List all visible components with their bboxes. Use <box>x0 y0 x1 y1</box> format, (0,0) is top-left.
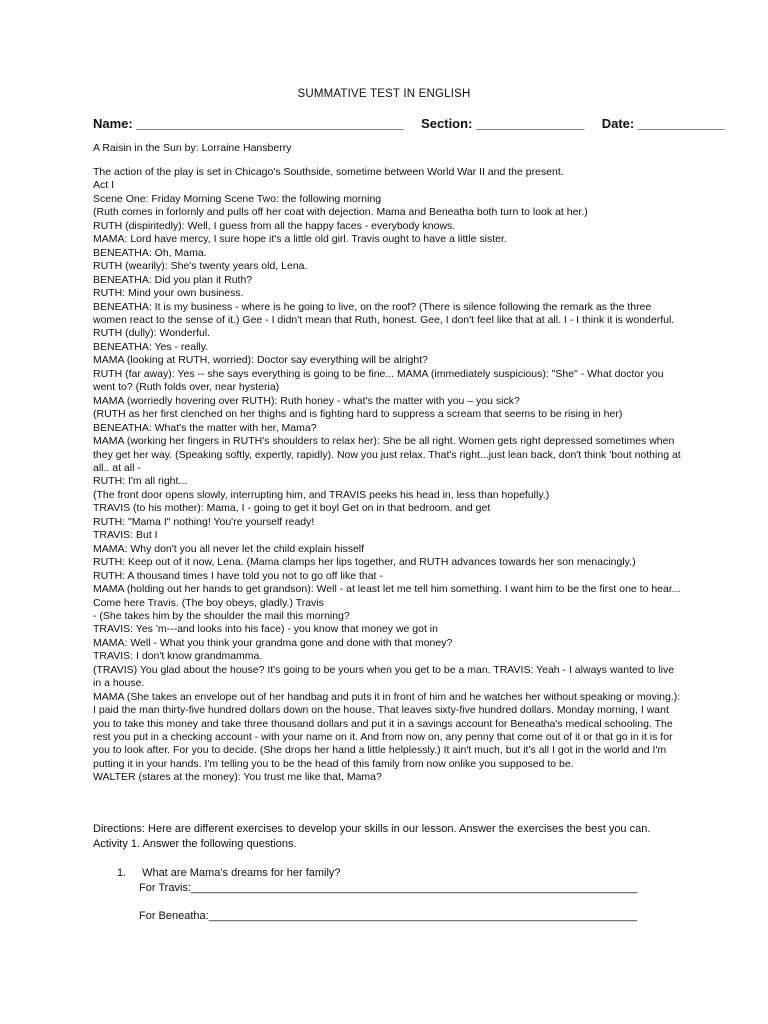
excerpt-line: BENEATHA: Yes - really. <box>93 340 209 353</box>
excerpt-line: - (She takes him by the shoulder the mail this morning? <box>93 609 350 622</box>
excerpt-line: (The front door opens slowly, interrupting him, and TRAVIS peeks his head in, less than hopefully.) <box>93 488 550 501</box>
excerpt-line: MAMA: Well - What you think your grandma gone and done with that money? <box>93 636 453 649</box>
excerpt-line: RUTH: "Mama I" nothing! You're yourself ready! <box>93 515 315 528</box>
excerpt-line: (RUTH as her first clenched on her thighs and is fighting hard to suppress a scream that seems to be rising in her) <box>93 408 623 421</box>
student-info-header <box>93 116 725 131</box>
excerpt-line: WALTER (stares at the money): You trust me like that, Mama? <box>93 771 382 784</box>
answer-line-travis[interactable]: For Travis:_________________________________________________________________________ <box>139 881 638 894</box>
excerpt-line: BENEATHA: Oh, Mama. <box>93 246 207 259</box>
excerpt-line: MAMA (looking at RUTH, worried): Doctor say everything will be alright? <box>93 354 428 367</box>
excerpt-line: MAMA (working her fingers in RUTH's shoulders to relax her): She be all right. Women gets right depressed sometimes when they get her way. (Speaking softly, expertly, rapidly). Now you just relax. That's right...just lean back, don't think 'bout nothing at all.. at all - <box>93 435 681 474</box>
excerpt-line: RUTH: Keep out of it now, Lena. (Mama clamps her lips together, and RUTH advances towards her son menacingly.) <box>93 556 636 569</box>
excerpt-line: MAMA (worriedly hovering over RUTH): Ruth honey - what's the matter with you – you sick? <box>93 394 520 407</box>
excerpt-line: MAMA (holding out her hands to get grandson): Well - at least let me tell him something. I want him to be the first one to hear... Come here Travis. (The boy obeys, gladly.) Travis <box>93 583 681 609</box>
excerpt-line: MAMA: Lord have mercy, I sure hope it's a little old girl. Travis ought to have a little sister. <box>93 233 507 246</box>
excerpt-line: TRAVIS (to his mother): Mama, I - going to get it boyl Get on in that bedroom. and get <box>93 502 491 515</box>
directions-block <box>93 822 693 851</box>
name-field-label: Name: _____________________________________ <box>93 116 404 131</box>
question-text: What are Mama’s dreams for her family? <box>142 867 341 879</box>
question-1 <box>117 866 697 924</box>
excerpt-line: (Ruth comes in forlornly and pulls off her coat with dejection. Mama and Beneatha both turn to look at her.) <box>93 206 588 219</box>
excerpt-line: RUTH: A thousand times I have told you not to go off like that - <box>93 569 383 582</box>
excerpt-line: MAMA (She takes an envelope out of her handbag and puts it in front of him and he watches her without speaking or moving.): I paid the man thirty-five hundred dollars down on the house. That leaves sixty-five hundred dollars. Monday morning, I want you to take this money and take three thousand dollars and put it in a savings account for Beneatha's medical schooling. The rest you put in a checking account - with your name on it. And from now on, any penny that come out of it or that go in it is for you to look after. For you to decide. (She drops her hand a little helplessly.) It ain't much, but it's all I got in the world and I'm putting it in your hands. I'm telling you to be the head of this family from now onlike you supposed to be. <box>93 690 681 770</box>
excerpt-line: The action of the play is set in Chicago's Southside, sometime between World War II and the present. <box>93 166 564 178</box>
excerpt-line: RUTH (dispiritedly): Well, I guess from all the happy faces - everybody knows. <box>93 219 456 232</box>
excerpt-line: (TRAVIS) You glad about the house? It's going to be yours when you get to be a man. TRAVIS: Yeah - I always wanted to live in a house. <box>93 663 675 690</box>
excerpt-line: Scene One: Friday Morning Scene Two: the following morning <box>93 192 382 205</box>
question-1-prompt <box>117 866 697 881</box>
activity-heading: Activity 1. Answer the following questions. <box>93 837 297 850</box>
excerpt-line: RUTH (far away): Yes -- she says everything is going to be fine... MAMA (immediately suspicious): "She" - What doctor you went to? (Ruth folds over, near hysteria) <box>93 367 664 394</box>
excerpt-line: RUTH (wearily): She's twenty years old, Lena. <box>93 260 308 273</box>
question-number: 1. <box>117 867 127 879</box>
excerpt-line: BENEATHA: Did you plan it Ruth? <box>93 273 253 286</box>
work-reference: A Raisin in the Sun by: Lorraine Hansberry <box>93 142 292 154</box>
excerpt-line: RUTH (dully): Wonderful. <box>93 327 211 340</box>
excerpt-line: TRAVIS: I don't know grandmamma. <box>93 650 263 663</box>
excerpt-line: BENEATHA: It is my business - where is he going to live, on the roof? (There is silence following the remark as the three women react to the sense of it.) Gee - I didn't mean that Ruth, honest. Gee, I don't feel like that at all. I - I think it is wonderful. <box>93 300 675 326</box>
excerpt-line: BENEATHA: What's the matter with her, Mama? <box>93 421 317 434</box>
excerpt-line: TRAVIS: Yes 'm---and looks into his face) - you know that money we got in <box>93 623 438 636</box>
page-title: SUMMATIVE TEST IN ENGLISH <box>297 88 471 100</box>
excerpt-line: RUTH: Mind your own business. <box>93 287 244 300</box>
date-field-label: Date: ____________ <box>601 116 725 131</box>
excerpt-line: MAMA: Why don't you all never let the child explain hisself <box>93 542 365 555</box>
excerpt-line: TRAVIS: But I <box>93 529 158 542</box>
answer-line-beneatha[interactable]: For Beneatha:______________________________________________________________________ <box>139 910 637 922</box>
excerpt-line: Act I <box>93 179 115 192</box>
section-field-label: Section: _______________ <box>421 116 585 131</box>
excerpt-line: RUTH: I'm all right... <box>93 475 188 488</box>
directions-text: Directions: Here are different exercises to develop your skills in our lesson. Answer the exercises the best you can. <box>93 823 651 835</box>
play-excerpt <box>93 166 683 785</box>
